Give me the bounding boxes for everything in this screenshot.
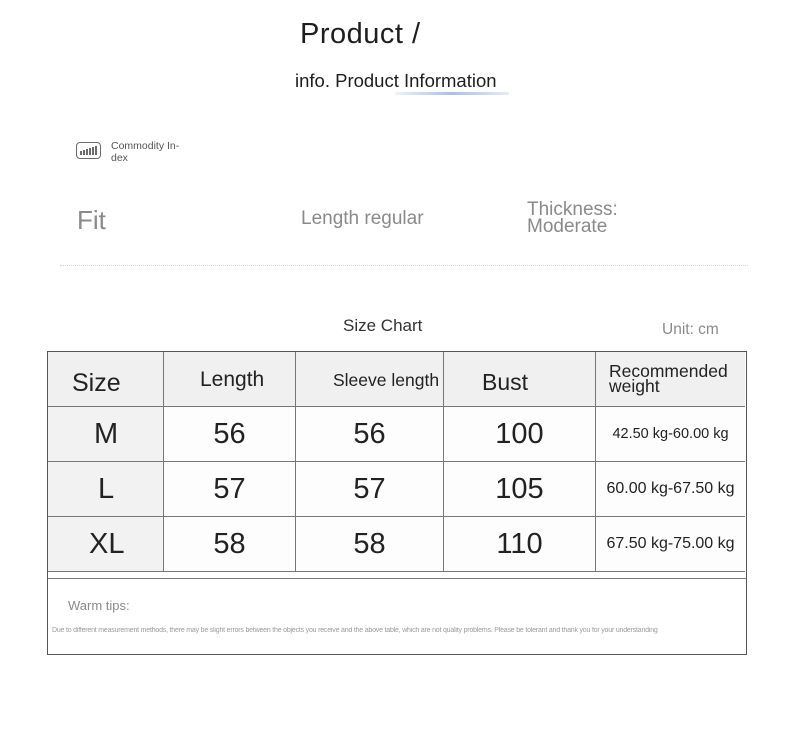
length-cell: 56: [164, 407, 296, 462]
table-header-row: [48, 352, 745, 407]
header-bust: Bust: [444, 352, 596, 407]
attribute-thickness: Thickness: Moderate: [527, 199, 618, 237]
attribute-fit: Fit: [77, 205, 106, 235]
size-cell: XL: [48, 517, 164, 572]
header-size: Size: [48, 352, 164, 407]
commodity-index-label: Commodity In- dex: [111, 140, 180, 164]
sleeve-length-cell: 56: [296, 407, 444, 462]
size-cell: L: [48, 462, 164, 517]
warm-tips-label: Warm tips:: [68, 598, 130, 613]
weight-cell: 42.50 kg-60.00 kg: [596, 407, 745, 462]
bust-cell: 105: [444, 462, 596, 517]
bust-cell: 110: [444, 517, 596, 572]
table-row: [48, 462, 745, 517]
size-chart-table: [47, 351, 747, 655]
signal-bars-icon: [76, 142, 101, 159]
size-cell: M: [48, 407, 164, 462]
table-row: [48, 517, 745, 572]
header-recommended-weight: Recommended weight: [596, 352, 745, 407]
sleeve-length-cell: 57: [296, 462, 444, 517]
weight-cell: 60.00 kg-67.50 kg: [596, 462, 745, 517]
warm-tips-text: Due to different measurement methods, there may be slight errors between the objects you receive and the above table, which are not quality problems. Please be tolerant and thank you for your understanding: [52, 627, 658, 634]
table-row: [48, 407, 745, 462]
length-cell: 57: [164, 462, 296, 517]
page-title: Product /: [300, 18, 421, 50]
section-divider: [60, 265, 748, 266]
header-length: Length: [164, 352, 296, 407]
bust-cell: 100: [444, 407, 596, 462]
unit-label: Unit: cm: [662, 321, 719, 338]
header-sleeve-length: Sleeve length: [296, 352, 444, 407]
attribute-length: Length regular: [301, 208, 424, 229]
page-subtitle: info. Product Information: [295, 70, 497, 91]
size-chart-title: Size Chart: [343, 316, 423, 335]
length-cell: 58: [164, 517, 296, 572]
sleeve-length-cell: 58: [296, 517, 444, 572]
warm-tips-section: [48, 578, 746, 654]
weight-cell: 67.50 kg-75.00 kg: [596, 517, 745, 572]
decorative-underline: [395, 92, 509, 95]
